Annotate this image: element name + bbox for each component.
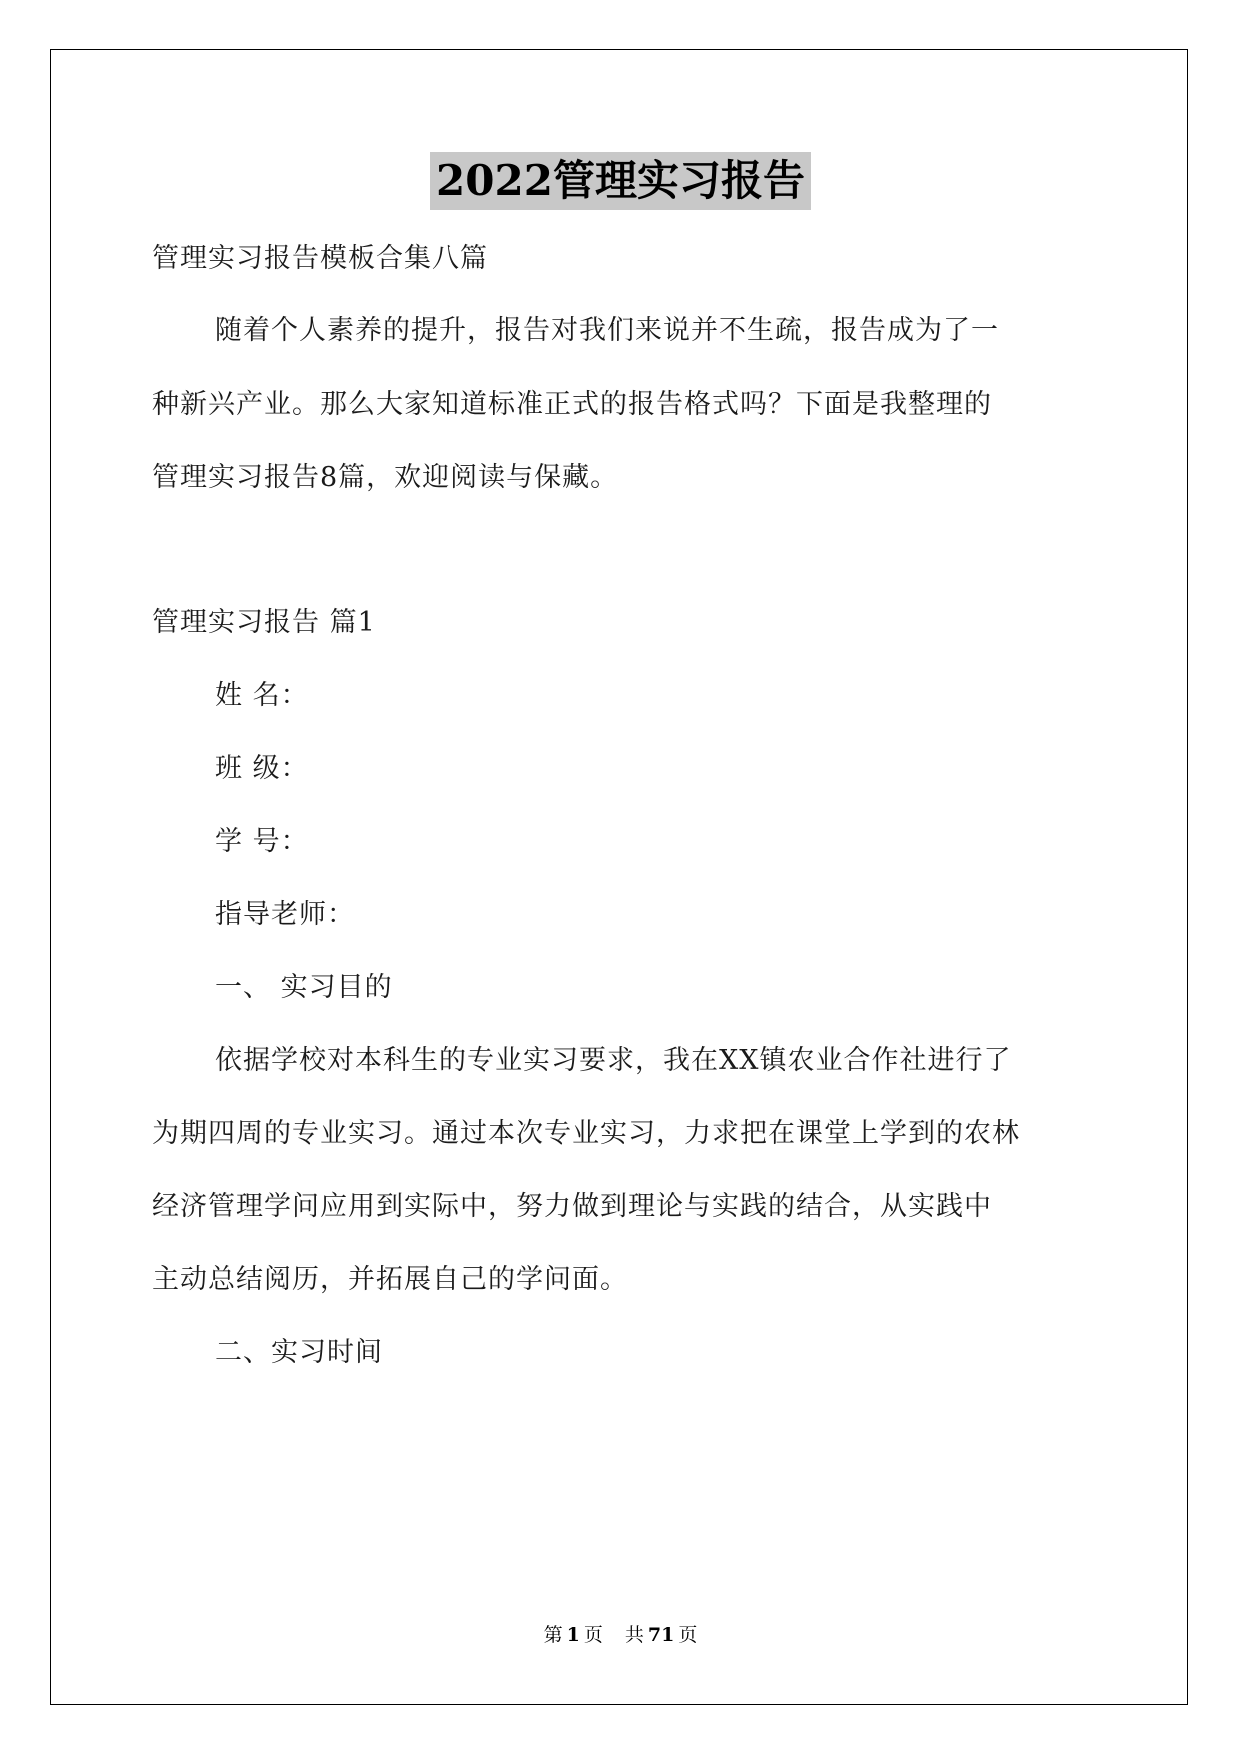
field-class: 班 级： bbox=[215, 753, 309, 784]
field-name: 姓 名： bbox=[215, 680, 309, 711]
document-title: 2022管理实习报告 bbox=[430, 152, 811, 210]
page-number bbox=[540, 1624, 607, 1646]
intro-line-2: 种新兴产业。那么大家知道标准正式的报告格式吗？下面是我整理的 bbox=[152, 389, 992, 420]
purpose-line-4: 主动总结阅历，并拓展自己的学问面。 bbox=[152, 1264, 628, 1295]
purpose-line-1: 依据学校对本科生的专业实习要求，我在XX镇农业合作社进行了 bbox=[215, 1045, 1012, 1076]
page-unit: 页 bbox=[583, 1624, 603, 1646]
current-page: 1 bbox=[566, 1624, 580, 1646]
page-prefix: 第 bbox=[543, 1624, 563, 1646]
purpose-line-3: 经济管理学问应用到实际中，努力做到理论与实践的结合，从实践中 bbox=[152, 1191, 992, 1222]
page-border bbox=[50, 49, 1188, 1705]
purpose-line-2: 为期四周的专业实习。通过本次专业实习，力求把在课堂上学到的农林 bbox=[152, 1118, 1020, 1149]
heading-time: 二、实习时间 bbox=[215, 1337, 383, 1368]
total-unit: 页 bbox=[678, 1624, 698, 1646]
total-pages: 71 bbox=[647, 1624, 675, 1646]
field-student-id: 学 号： bbox=[215, 826, 309, 857]
section-heading: 管理实习报告 篇1 bbox=[152, 607, 376, 638]
heading-purpose: 一、 实习目的 bbox=[215, 972, 393, 1003]
total-prefix: 共 bbox=[624, 1624, 644, 1646]
title-container bbox=[0, 152, 1241, 210]
page-footer bbox=[0, 1620, 1241, 1647]
page-total bbox=[621, 1624, 701, 1646]
intro-line-3: 管理实习报告8篇，欢迎阅读与保藏。 bbox=[152, 462, 619, 493]
field-advisor: 指导老师： bbox=[215, 899, 355, 930]
intro-line-1: 随着个人素养的提升，报告对我们来说并不生疏，报告成为了一 bbox=[215, 315, 999, 346]
document-subtitle: 管理实习报告模板合集八篇 bbox=[152, 243, 488, 274]
